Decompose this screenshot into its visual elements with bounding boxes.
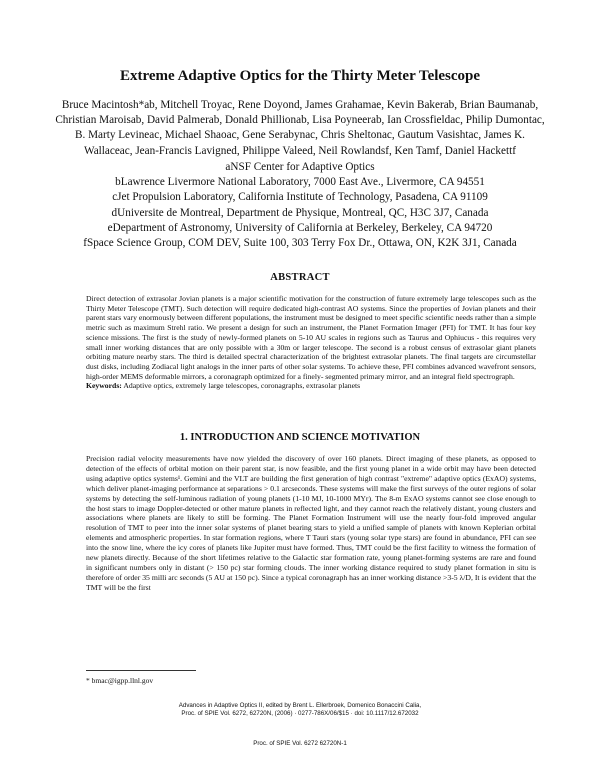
citation-line: Proc. of SPIE Vol. 6272, 62720N, (2006) · 0277-786X/06/$15 · doi: 10.1117/12.672032 xyxy=(181,710,419,718)
footnote-divider xyxy=(86,670,196,671)
abstract-body xyxy=(86,294,536,391)
section-heading: 1. INTRODUCTION AND SCIENCE MOTIVATION xyxy=(179,432,421,443)
keywords-label: Keywords: xyxy=(86,381,122,391)
affiliation-item: bLawrence Livermore National Laboratory, 7000 East Ave., Livermore, CA 94551 xyxy=(115,176,485,189)
footnote-email: * bmac@igpp.llnl.gov xyxy=(86,676,154,685)
citation-line: Advances in Adaptive Optics II, edited by Brent L. Ellerbroek, Domenico Bonaccini Calia, xyxy=(178,702,422,709)
affiliation-list xyxy=(40,160,560,251)
section-body: Precision radial velocity measurements have now yielded the discovery of over 160 planets. Direct imaging of these planets, as opposed to detection of the effects of orbital motion on their parent star, is now feasible, and the first young planet in a wide orbit may have been detected using adaptive optics systems¹. Gemini and the VLT are building the first generation of high contrast "extreme" adaptive optics (ExAO) systems, which deliver planet-imaging performance at separations > 0.1 arcseconds. These systems will make the first surveys of the outer regions of solar systems by detecting the self-luminous radiation of young planets (1-10 MJ, 10-1000 MYr). The 8-m ExAO systems cannot see close enough to the host stars to image Doppler-detected or other mature planets in reflected light, and they cannot reach the relatively distant, young clusters and associations where planets are likely to still be forming. The Planet Formation Instrument will use the nearly four-fold improved angular resolution of TMT to peer into the inner solar systems of planet bearing stars to yield a unified sample of planets with known Keplerian orbital elements and atmospheric properties. In star formation regions, where T Tauri stars (young solar type stars) are found in abundance, PFI can see into the snow line, where the icy cores of planets like Jupiter must have formed. Thus, TMT could be the first facility to witness the formation of new planets directly. Because of the short lifetimes relative to the Galactic star formation rate, young planet-forming systems are rare and found in significant numbers only in distant (> 150 pc) star forming clouds. The inner working distance required to study planet formation in situ is therefore of order 35 milli arc seconds (5 AU at 150 pc). Since a typical coronagraph has an inner working distance >3-5 λ/D, It is evident that the TMT will be the first xyxy=(86,454,536,592)
abstract-text: Direct detection of extrasolar Jovian planets is a major scientific motivation for the construction of future extremely large telescopes such as the Thirty Meter Telescope (TMT). Such detection will require dedicated high-contrast AO systems. Since the properties of Jovian planets and their parent stars vary enormously between different populations, the instrument must be designed to meet specific scientific needs rather than a simple metric such as maximum Strehl ratio. We present a design for such an instrument, the Planet Formation Imager (PFI) for TMT. It has four key science missions. The first is the study of newly-formed planets on 5-10 AU scales in regions such as Taurus and Ophiucus - this requires very small inner working distances that are only possible with a 30m or larger telescope. The second is a robust census of extrasolar giant planets orbiting mature nearby stars. The third is detailed spectral characterization of the brightest extrasolar planets. The final targets are circumstellar dust disks, including Zodiacal light analogs in the inner parts of other solar systems. To achieve these, PFI combines advanced wavefront sensors, high-order MEMS deformable mirrors, a coronagraph optimized for a finely- segmented primary mirror, and an integral field spectrograph. xyxy=(86,294,536,381)
affiliation-item: dUniversite de Montreal, Department de Physique, Montreal, QC, H3C 3J7, Canada xyxy=(111,206,489,219)
keywords-text: Adaptive optics, extremely large telescopes, coronagraphs, extrasolar planets xyxy=(123,381,361,391)
page-footer: Proc. of SPIE Vol. 6272 62720N-1 xyxy=(253,740,347,747)
abstract-heading: ABSTRACT xyxy=(270,272,330,283)
affiliation-item: cJet Propulsion Laboratory, California Institute of Technology, Pasadena, CA 91109 xyxy=(112,191,488,204)
affiliation-item: fSpace Science Group, COM DEV, Suite 100, 303 Terry Fox Dr., Ottawa, ON, K2K 3J1, Canada xyxy=(83,237,517,250)
paper-title: Extreme Adaptive Optics for the Thirty Meter Telescope xyxy=(119,68,481,84)
proceedings-citation xyxy=(100,702,500,719)
affiliation-item: eDepartment of Astronomy, University of California at Berkeley, Berkeley, CA 94720 xyxy=(107,221,493,234)
author-list: Bruce Macintosh*ab, Mitchell Troyac, Rene Doyond, James Grahamae, Kevin Bakerab, Brian Baumanab, Christian Maroisab, David Palmerab, Donald Phillionab, Lisa Poyneerab, Ian Crossfieldac, Philip Dumontac, B. Marty Levineac, Michael Shaoac, Gene Serabynac, Chris Sheltonac, Gautum Vasishtac, James K. Wallaceac, Jean-Francis Lavigned, Philippe Valeed, Neil Rowlandsf, Ken Tamf, Daniel Hackettf xyxy=(55,99,545,157)
affiliation-item: aNSF Center for Adaptive Optics xyxy=(225,161,375,173)
